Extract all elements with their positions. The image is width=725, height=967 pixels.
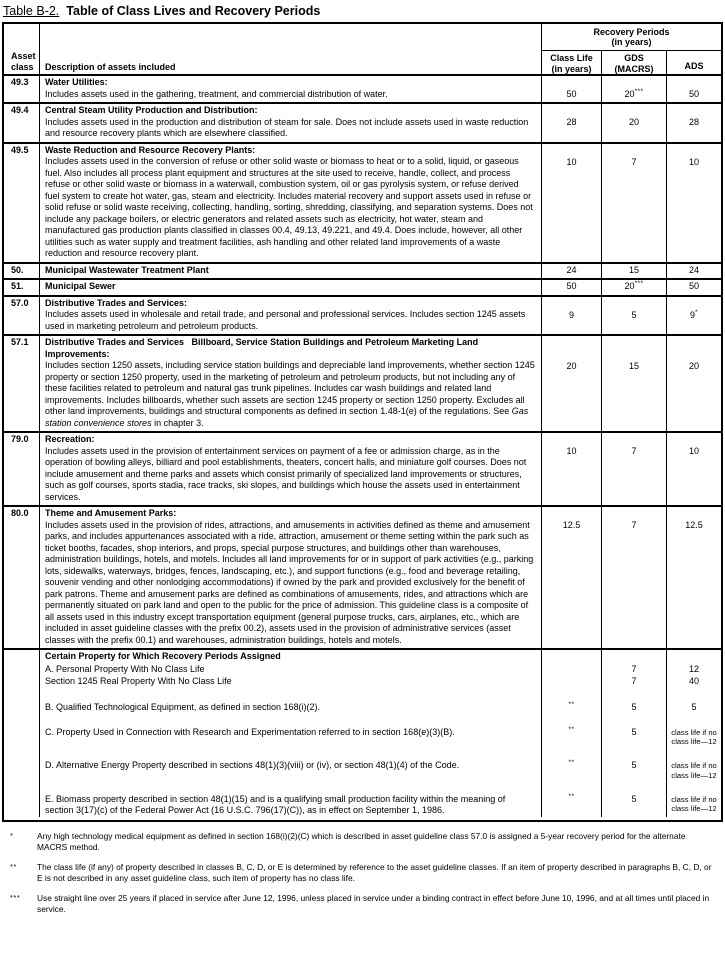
description-cell: [39, 76, 541, 102]
footnote: [10, 831, 716, 854]
gds-value: 15: [601, 264, 666, 279]
class-life-value: 10: [541, 144, 601, 262]
ads-value: 50: [666, 76, 721, 102]
footnote-marker: **: [568, 700, 575, 708]
gds-value: 5: [601, 713, 666, 746]
description-cell: [39, 336, 541, 431]
footnote-text: Any high technology medical equipment as defined in section 168(i)(2)(C) which is described in asset guideline class 57.0 is assigned a 5-year recovery period for the alternate MACRS method.: [37, 830, 686, 853]
gds-value: 20***: [601, 76, 666, 102]
gds-value: 7: [601, 507, 666, 648]
table-title-text: Table of Class Lives and Recovery Periods: [66, 4, 321, 18]
footnote-marker: **: [10, 861, 17, 871]
table-body: [4, 74, 721, 648]
gds-value: 5: [601, 688, 666, 714]
footnote-marker: **: [568, 792, 575, 800]
ads-value: 12.5: [666, 507, 721, 648]
header-asset-class: Asset class: [11, 51, 36, 72]
row-title: Waste Reduction and Resource Recovery Plants:: [45, 144, 256, 155]
gds-value: 7: [601, 675, 666, 688]
row-title: Municipal Wastewater Treatment Plant: [45, 264, 209, 275]
empty-cell: [601, 650, 666, 663]
asset-class-number: 49.3: [11, 77, 29, 87]
row-description: Includes assets used in the production and distribution of steam for sale. Does not include assets used in waste reduction and resource recovery plants which are elsewhere classified.: [45, 116, 529, 138]
gds-value: 15: [601, 336, 666, 431]
asset-class-cell: [4, 76, 39, 102]
description-cell: [39, 104, 541, 142]
gds-value: 7: [601, 663, 666, 676]
header-class-life: Class Life (in years): [541, 51, 601, 74]
asset-class-cell: [4, 433, 39, 505]
class-life-value: [541, 675, 601, 688]
italic-reference: Gas station convenience stores: [45, 406, 529, 428]
certain-property-item: B. Qualified Technological Equipment, as defined in section 168(i)(2).: [39, 688, 541, 714]
asset-class-number: 57.0: [11, 297, 29, 308]
row-description: Includes assets used in the conversion of refuse or other solid waste or biomass to heat or to a solid, liquid, or gaseous fuel. Also includes all process plant equipment and structures at the site used to receive, handle, collect, and process refuse or other solid waste or biomass in a waterwall, combustion system, oil or gas pyrolysis system, or refuse derived fuel system to create hot water, gas, steam and electricity. Includes material recovery and support assets used in refuse or solid refuse or solid waste receiving, collecting, handling, sorting, shredding, classifying, and separation systems. Does not include any package boilers, or electric generators and related assets such as electricity, hot water, steam and manufactured gas production plants classified in classes 00.4, 49.13, 49.221, and 49.4. Does include, however, all other utilities such as water supply and treatment facilities, ash handling and other related land improvements of a waste reduction and resource recovery plant.: [45, 156, 533, 258]
row-title: Distributive Trades and Services Billboard, Service Station Buildings and Petroleum Marketing Land Improvements:: [45, 337, 479, 359]
ads-value: class life if no class life—12: [666, 713, 721, 746]
asset-class-number: 51.: [11, 281, 24, 291]
table-number: Table B-2.: [3, 4, 60, 18]
description-cell: [39, 433, 541, 505]
footnote-marker: **: [568, 759, 575, 767]
ads-value: 10: [666, 433, 721, 505]
asset-class-number: 57.1: [11, 337, 29, 347]
asset-class-cell: [4, 507, 39, 648]
asset-class-number: 50.: [11, 264, 24, 275]
row-title: Central Steam Utility Production and Distribution:: [45, 105, 258, 115]
empty-cell: [666, 650, 721, 663]
asset-class-number: 49.5: [11, 144, 29, 155]
class-life-value: 12.5: [541, 507, 601, 648]
row-title: Recreation:: [45, 434, 95, 444]
table-row: [4, 142, 721, 262]
gds-value: 5: [601, 780, 666, 817]
ads-value: 9*: [666, 297, 721, 335]
footnote-text: The class life (if any) of property described in classes B, C, D, or E is determined by reference to the asset guideline classes. If an item of property described in paragraphs B, C, D, or E is not described in any asset guideline class, such item of property has no class life.: [37, 861, 712, 884]
description-segment: in chapter 3.: [151, 417, 204, 428]
table-row: [4, 505, 721, 648]
header-ads: ADS: [666, 51, 721, 74]
ads-value: 28: [666, 104, 721, 142]
asset-class-cell: [4, 264, 39, 279]
asset-class-number: 80.0: [11, 508, 29, 518]
ads-value: class life if no class life—12: [666, 746, 721, 779]
class-lives-table: [2, 22, 723, 822]
class-life-value: 24: [541, 264, 601, 279]
ads-value: 20: [666, 336, 721, 431]
class-life-value: 20: [541, 336, 601, 431]
ads-value: 5: [666, 688, 721, 714]
class-life-value: [541, 663, 601, 676]
asset-class-cell: [4, 104, 39, 142]
class-life-value: 9: [541, 297, 601, 335]
table-row: [4, 262, 721, 279]
description-cell: [39, 264, 541, 279]
gds-value: 20: [601, 104, 666, 142]
certain-property-row: [4, 648, 721, 820]
description-cell: [39, 144, 541, 262]
gds-value: 7: [601, 433, 666, 505]
row-description: Includes assets used in the gathering, treatment, and commercial distribution of water.: [45, 88, 388, 99]
table-row: [4, 74, 721, 102]
footnote-marker: ***: [634, 88, 644, 95]
footnote: [10, 862, 716, 885]
gds-value: 5: [601, 297, 666, 335]
gds-value: 7: [601, 144, 666, 262]
footnote-marker: ***: [10, 892, 21, 902]
class-life-value: 50: [541, 76, 601, 102]
certain-property-item: D. Alternative Energy Property described in sections 48(1)(3)(viii) or (iv), or section 48(1)(4) of the Code.: [39, 746, 541, 779]
asset-class-cell: [4, 650, 39, 817]
certain-property-item: E. Biomass property described in section 48(1)(15) and is a qualifying small production facility within the meaning of section 3(17)(c) of the Federal Power Act (16 U.S.C. 796(17)(C)), as in effect on September 1, 1986.: [39, 780, 541, 817]
footnote-marker: *: [10, 830, 14, 840]
empty-cell: [541, 650, 601, 663]
header-gds-macrs: GDS (MACRS): [601, 51, 666, 74]
footnotes: [2, 822, 724, 916]
class-life-value: 10: [541, 433, 601, 505]
asset-class-cell: [4, 336, 39, 431]
row-description: [45, 360, 535, 429]
footnote-marker: **: [568, 726, 575, 733]
class-life-value: [541, 688, 601, 714]
gds-value: 20***: [601, 280, 666, 295]
class-life-value: 28: [541, 104, 601, 142]
description-cell: [39, 297, 541, 335]
table-row: [4, 278, 721, 295]
class-life-value: [541, 780, 601, 817]
asset-class-number: 49.4: [11, 105, 29, 115]
asset-class-cell: [4, 280, 39, 295]
asset-class-cell: [4, 144, 39, 262]
ads-value: 12: [666, 663, 721, 676]
table-row: [4, 334, 721, 431]
certain-property-heading: Certain Property for Which Recovery Periods Assigned: [39, 650, 541, 663]
header-recovery-periods: Recovery Periods (in years): [541, 24, 721, 51]
table-header: [4, 24, 721, 74]
ads-value: 24: [666, 264, 721, 279]
certain-property-item: C. Property Used in Connection with Research and Experimentation referred to in section 168(e)(3)(B).: [39, 713, 541, 746]
certain-property-item: Section 1245 Real Property With No Class Life: [39, 675, 541, 688]
class-life-value: 50: [541, 280, 601, 295]
table-title: [2, 1, 724, 22]
description-cell: [39, 507, 541, 648]
table-row: [4, 102, 721, 142]
ads-value: 50: [666, 280, 721, 295]
asset-class-cell: [4, 297, 39, 335]
asset-class-number: 79.0: [11, 434, 29, 444]
row-title: Water Utilities:: [45, 77, 108, 87]
footnote: [10, 893, 716, 916]
row-title: Distributive Trades and Services:: [45, 297, 188, 308]
ads-value: class life if no class life—12: [666, 780, 721, 817]
row-description: Includes assets used in the provision of rides, attractions, and amusements in activities defined as theme and amusement parks, and includes appurtenances associated with a ride, attraction, amusement or theme setting within the park such as ticket booths, facades, shop interiors, and props, special purpose structures, and buildings other than warehouses, administration buildings, hotels, and motels. Includes all land improvements for or in support of park activities (e.g., parking lots, sidewalks, waterways, bridges, fences, landscaping, etc.), and support functions (e.g., food and beverage retailing, souvenir vending and other nonlodging accommodations) if owned by the park and provided exclusively for the benefit of park patrons. Theme and amusement parks are defined as combinations of amusements, rides, and attractions which are permanently situated on park land and open to the public for the price of admission. This guideline class is a composite of all assets used in this industry except transportation equipment (general purpose trucks, cars, airplanes, etc., which are included in asset guideline classes with the prefix 00.2), assets used in the provision of administrative services (asset classes with the prefix 00.1) and warehouses, administration buildings, hotels and motels.: [45, 519, 534, 645]
header-description: Description of assets included: [39, 24, 541, 74]
footnote-marker: *: [694, 308, 699, 316]
table-row: [4, 431, 721, 505]
table-row: [4, 295, 721, 335]
footnote-marker: ***: [634, 280, 644, 287]
row-title: Theme and Amusement Parks:: [45, 508, 177, 518]
row-title: Municipal Sewer: [45, 281, 116, 291]
footnote-text: Use straight line over 25 years if placed in service after June 12, 1996, unless placed in service under a binding contract in effect before June 10, 1996, and at all times until placed in service.: [37, 892, 710, 915]
description-segment: Includes section 1250 assets, including service station buildings and depreciable land improvements, whether section 1245 property or section 1250 property, used in the marketing of petroleum and petroleum products, but not including any of these facilities related to petroleum and natural gas trunk pipelines. Includes car wash buildings and related land improvements. Includes billboards, whether such assets are section 1245 property or section 1250 property. Excludes all other land improvements, buildings and structural components as defined in section 1.48-1(e) of the regulations. See: [45, 360, 535, 416]
ads-value: 40: [666, 675, 721, 688]
row-description: Includes assets used in wholesale and retail trade, and personal and professional services. Includes section 1245 assets used in marketing petroleum and petroleum products.: [45, 309, 526, 331]
row-description: Includes assets used in the provision of entertainment services on payment of a fee or admission charge, as in the operation of bowling alleys, billiard and pool establishments, theaters, concert halls, and miniature golf courses. Does not include amusement and theme parks and assets which consist primarily of specialized land improvements or structures, such as golf courses, sports stadia, race tracks, ski slopes, and buildings which house the assets used in entertainment services.: [45, 445, 527, 502]
certain-property-item: A. Personal Property With No Class Life: [39, 663, 541, 676]
class-life-value: [541, 746, 601, 779]
gds-value: 5: [601, 746, 666, 779]
description-cell: [39, 280, 541, 295]
class-life-value: [541, 713, 601, 746]
ads-value: 10: [666, 144, 721, 262]
